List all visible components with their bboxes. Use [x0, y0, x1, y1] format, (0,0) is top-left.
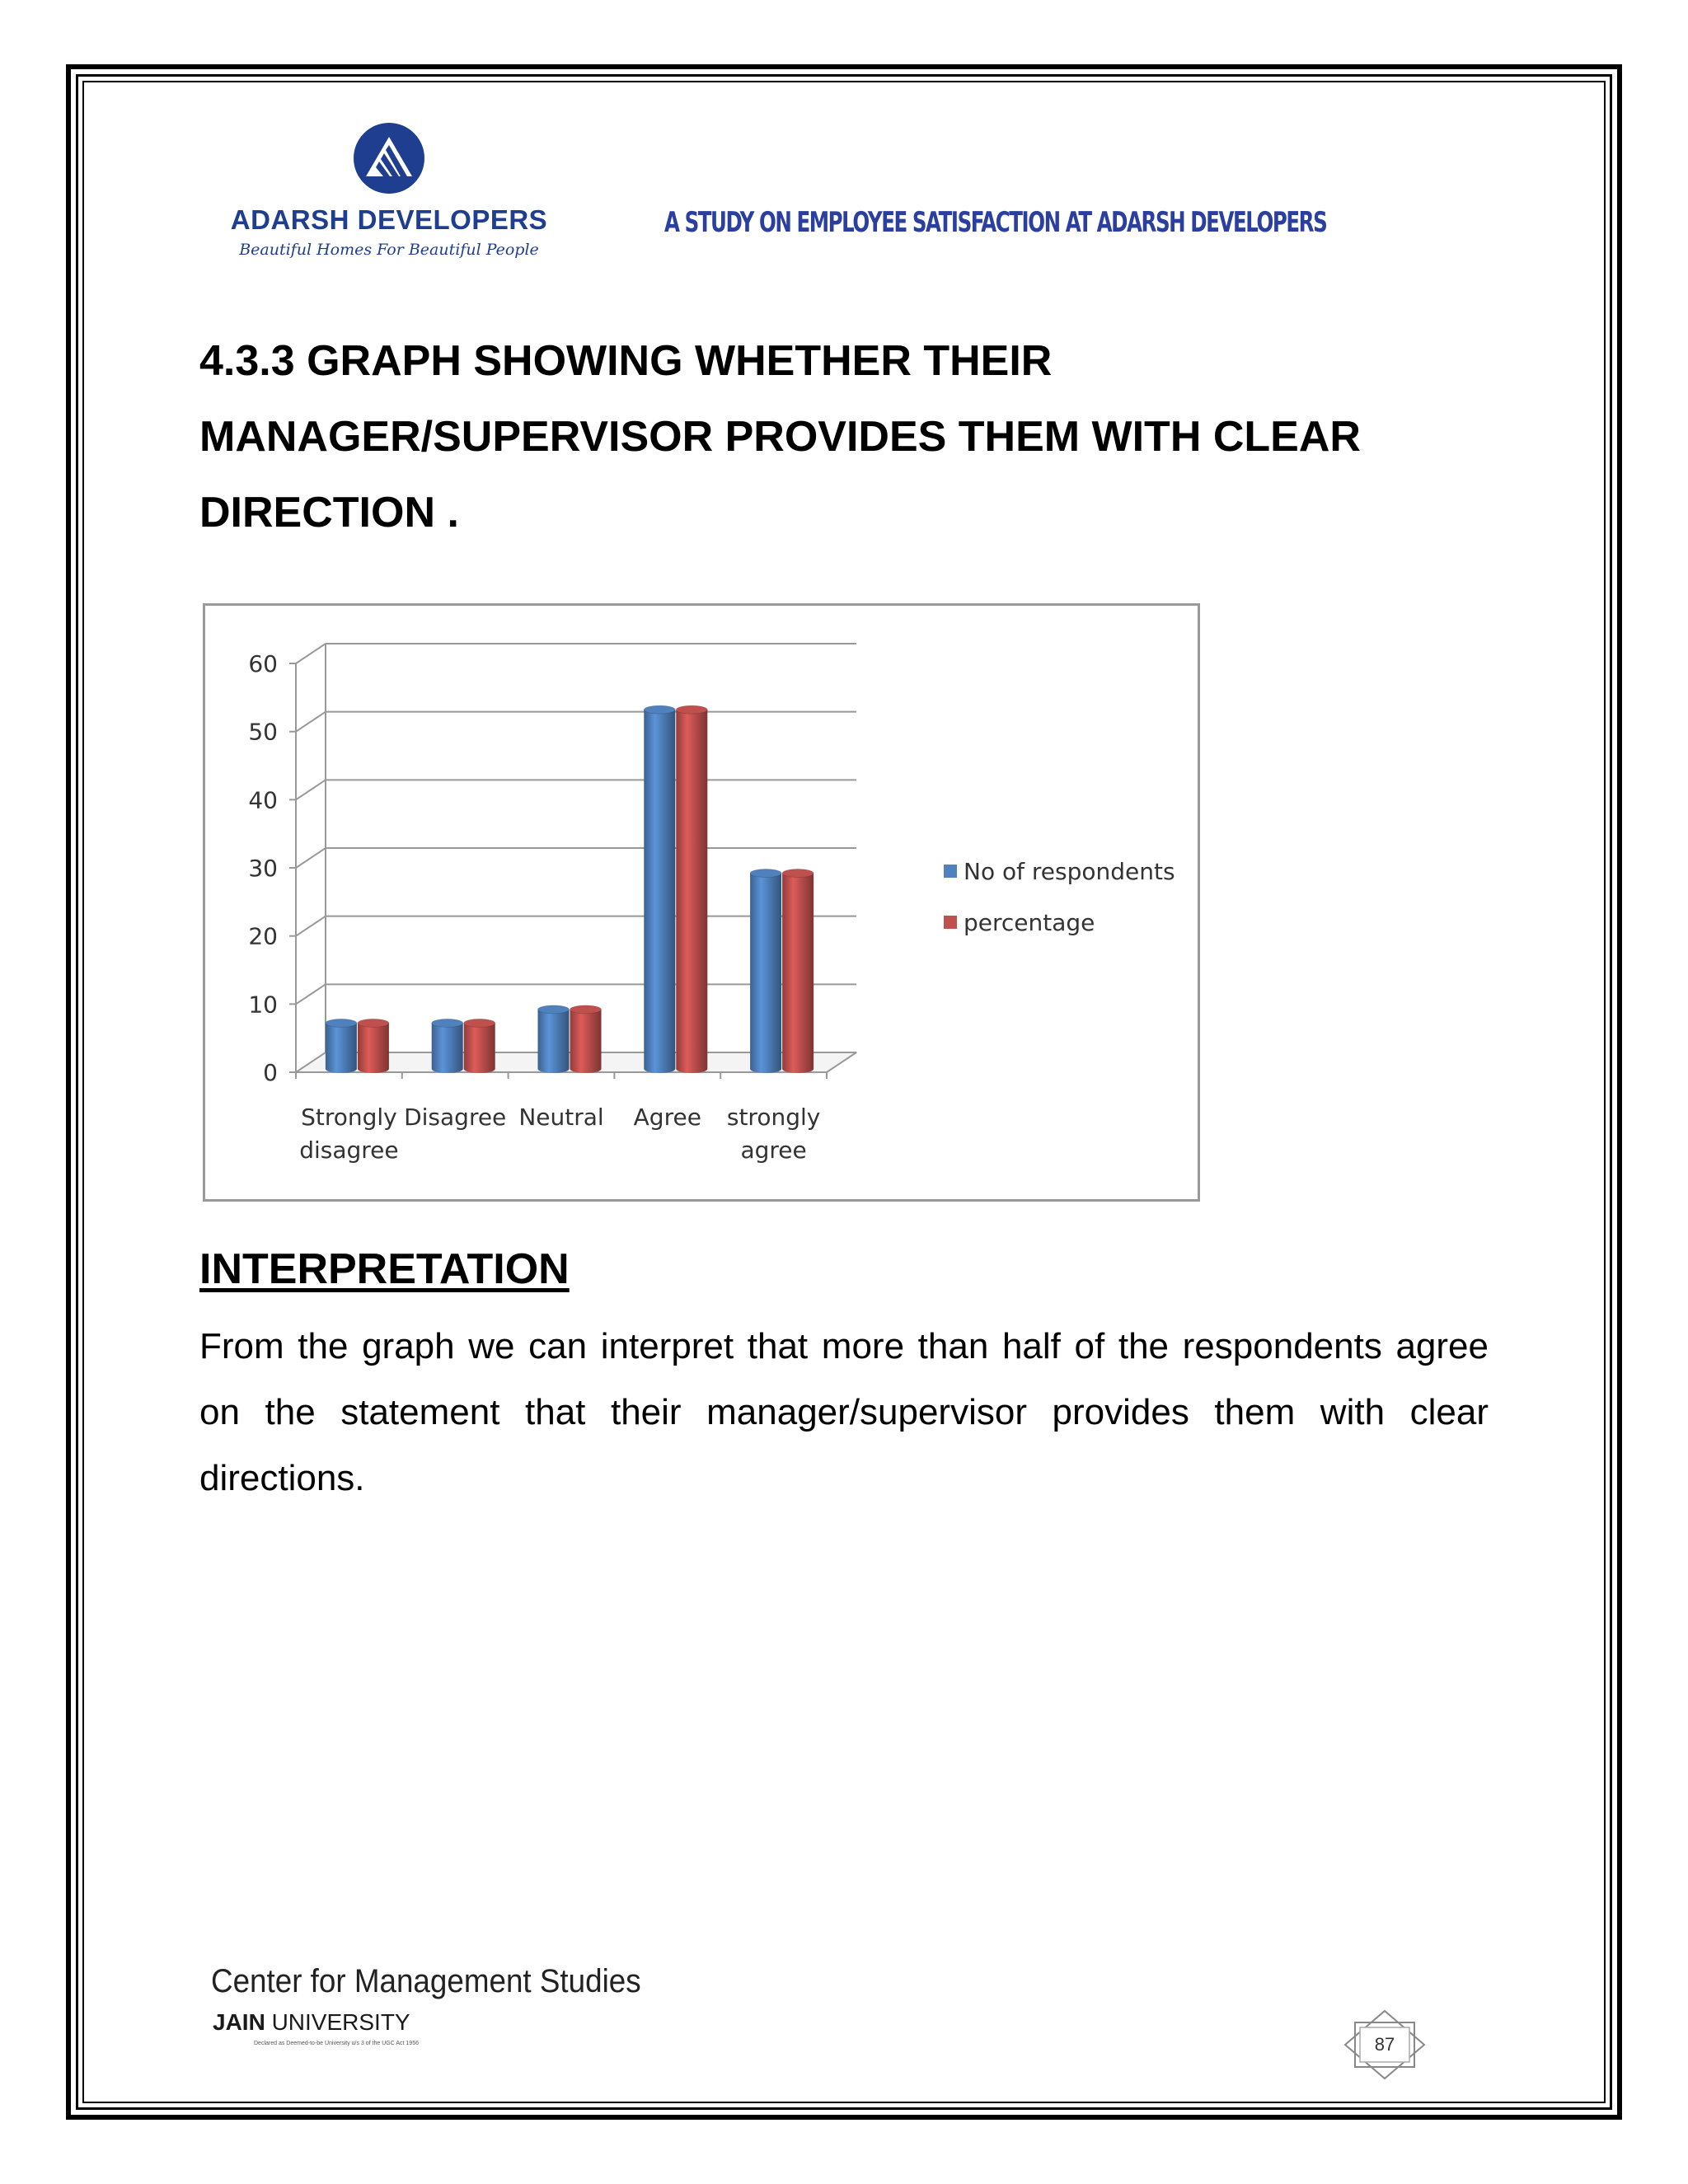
- x-tick-label: disagree: [299, 1137, 399, 1164]
- footer-fine-print: Declared as Deemed-to-be University u/s 3 of the UGC Act 1956: [254, 2041, 419, 2046]
- legend-swatch: [944, 916, 957, 929]
- y-tick-label: 30: [248, 855, 278, 882]
- y-tick-label: 10: [248, 991, 278, 1019]
- bar-top: [358, 1019, 389, 1027]
- bar-percentage: [464, 1023, 495, 1073]
- y-tick-label: 40: [248, 786, 278, 814]
- bar-respondents: [644, 710, 675, 1073]
- interpretation-title: INTERPRETATION: [199, 1245, 570, 1293]
- x-tick-label: Agree: [633, 1104, 701, 1131]
- bar-respondents: [326, 1023, 357, 1073]
- gridline-diagonal: [296, 712, 326, 732]
- footer-university-rest: UNIVERSITY: [265, 2009, 410, 2035]
- bar-top: [676, 705, 707, 714]
- page-number-badge: [1343, 2009, 1426, 2080]
- bar-top: [782, 869, 814, 878]
- bar-percentage: [782, 874, 814, 1073]
- x-tick-label: Neutral: [518, 1104, 604, 1131]
- y-tick-label: 20: [248, 922, 278, 950]
- x-tick-label: Strongly: [301, 1104, 397, 1131]
- gridline-diagonal: [296, 780, 326, 799]
- interpretation-text: From the graph we can interpret that more than half of the respondents agree on the statement that their manager/supervisor provides them with clear directions.: [199, 1326, 1489, 1498]
- x-tick-label: agree: [740, 1137, 807, 1164]
- legend-label: percentage: [964, 909, 1095, 936]
- footer-center-name: Center for Management Studies: [211, 1963, 641, 1999]
- study-title: A STUDY ON EMPLOYEE SATISFACTION AT ADARSH DEVELOPERS: [664, 206, 1327, 239]
- logo-tagline: Beautiful Homes For Beautiful People: [239, 241, 539, 259]
- x-tick-label: Disagree: [404, 1104, 507, 1131]
- bar-percentage: [358, 1023, 389, 1073]
- bar-percentage: [676, 710, 707, 1073]
- footer-university-bold: JAIN: [213, 2009, 265, 2035]
- page-number: 87: [1374, 2034, 1395, 2055]
- bar-top: [326, 1019, 357, 1027]
- bar-top: [644, 705, 675, 714]
- y-tick-label: 50: [248, 718, 278, 746]
- bar-percentage: [570, 1010, 602, 1073]
- bar-top: [570, 1005, 602, 1014]
- bar-respondents: [538, 1010, 570, 1073]
- y-tick-label: 60: [248, 650, 278, 677]
- logo-triangle-icon: [353, 122, 425, 194]
- bar-top: [464, 1019, 495, 1027]
- legend-label: No of respondents: [964, 858, 1175, 885]
- legend-swatch: [944, 865, 957, 878]
- chart-canvas: [205, 606, 1198, 1199]
- gridline-diagonal: [296, 984, 326, 1004]
- bar-respondents: [750, 874, 781, 1073]
- gridline-diagonal: [296, 644, 326, 663]
- gridline-diagonal: [296, 916, 326, 936]
- bar-top: [538, 1005, 570, 1014]
- company-logo: [224, 122, 554, 274]
- logo-company-name: ADARSH DEVELOPERS: [230, 204, 548, 235]
- y-tick-label: 0: [263, 1059, 278, 1086]
- bar-top: [432, 1019, 463, 1027]
- bar-top: [750, 869, 781, 878]
- section-heading: 4.3.3 GRAPH SHOWING WHETHER THEIR MANAGER/SUPERVISOR PROVIDES THEM WITH CLEAR DIRECTION .: [199, 337, 1361, 537]
- x-tick-label: strongly: [726, 1104, 821, 1131]
- footer-university: [213, 2009, 410, 2036]
- gridline-diagonal: [296, 848, 326, 868]
- bar-respondents: [432, 1023, 463, 1073]
- bar-chart: [203, 603, 1200, 1202]
